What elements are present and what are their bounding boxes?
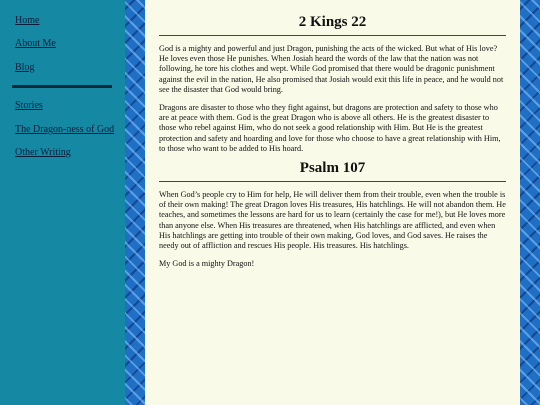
- nav-link-dragon-ness-of-god[interactable]: The Dragon-ness of God: [15, 124, 115, 135]
- nav-link-blog[interactable]: Blog: [15, 62, 35, 73]
- paragraph: God is a mighty and powerful and just Dragon, punishing the acts of the wicked. But what of His love? He loves even those He punishes. When Josiah heard the words of the law that the nation was not following, he tore his clothes and wept. While God promised that there would be dragonic punishment against the evil in the nation, He also promised that Josiah would exit this life in peace, and he would not see the disaster that God would bring.: [159, 44, 504, 94]
- section-heading-psalm-107: Psalm 107: [159, 160, 506, 182]
- nav-link-stories[interactable]: Stories: [15, 100, 43, 111]
- nav-link-about-me[interactable]: About Me: [15, 38, 56, 49]
- paragraph: My God is a mighty Dragon!: [159, 259, 255, 269]
- paragraph: When God’s people cry to Him for help, He will deliver them from their trouble, even when the trouble is of their own making! The great Dragon loves His treasures, His hatchlings. He will not abandon them. He teaches, and sometimes the lessons are hard for us to learn (certainly the case for me!), but He loves more than anyone else. When His treasures are threatened, when His hatchlings are afflicted, and even when His hatchlings are getting into trouble of their own making, God loves, and God saves. He raises the needy out of affliction and rescues His people. His treasures. His hatchlings.: [159, 190, 506, 251]
- nav-link-home[interactable]: Home: [15, 15, 40, 26]
- section-heading-2-kings-22: 2 Kings 22: [159, 14, 506, 36]
- sidebar-nav: [0, 0, 125, 405]
- dragon-scale-border-right: [520, 0, 540, 405]
- dragon-scale-border-left: [125, 0, 145, 405]
- nav-divider: [12, 85, 112, 88]
- main-content: [145, 0, 520, 405]
- paragraph: Dragons are disaster to those who they fight against, but dragons are protection and safety to those who are at peace with them. God is the great Dragon who is above all others. He is the greatest disaster to those who rebel against Him, who do not seek a good relationship with Him. But He is the greatest protection and safety and hoarding and love for those who choose to have a great relationship with Him, to those who want to be added to His hoard.: [159, 103, 501, 153]
- content-inner: [145, 14, 520, 269]
- nav-link-other-writing[interactable]: Other Writing: [15, 147, 71, 158]
